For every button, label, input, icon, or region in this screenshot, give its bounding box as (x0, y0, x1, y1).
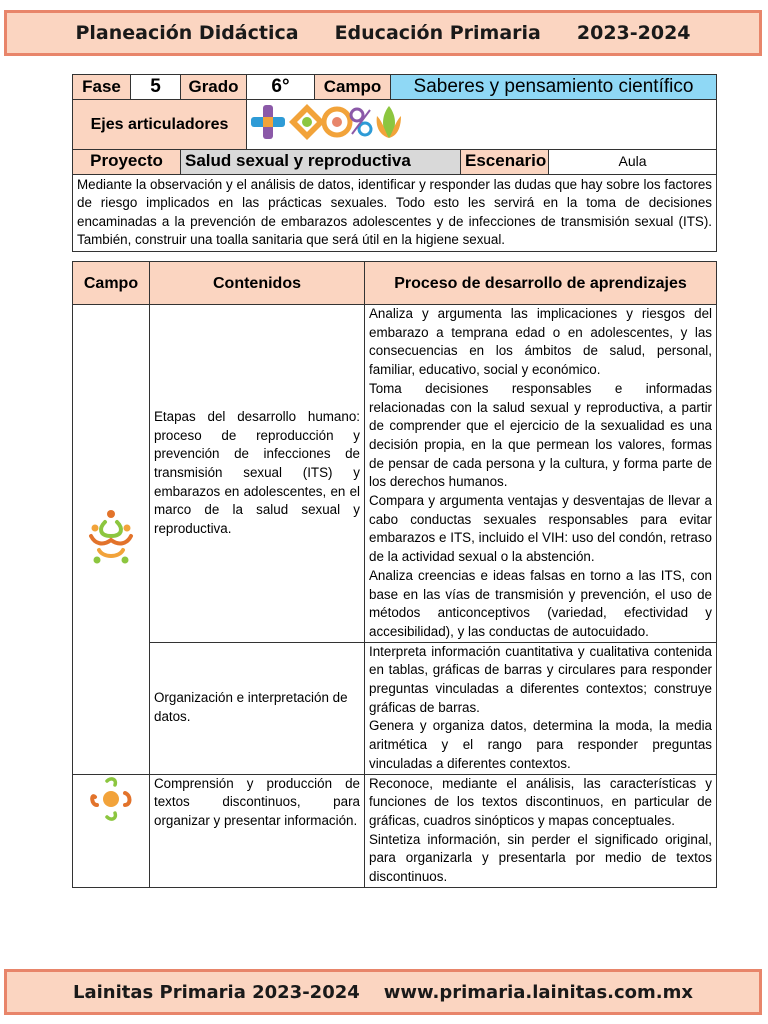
fase-label: Fase (73, 75, 131, 100)
igualdad-genero-icon (351, 109, 371, 135)
header-banner (4, 10, 762, 56)
proceso-cell (365, 305, 717, 643)
proceso-item: Interpreta información cuantitativa y cualitativa contenida en tablas, gráficas de barras y circulares para responder preguntas vinculadas a diferentes contextos; construye gráficas de barras. (369, 643, 712, 715)
grado-label: Grado (181, 75, 247, 100)
lenguajes-campo-icon (85, 775, 137, 825)
proceso-item: Compara y argumenta ventajas y desventajas de llevar a cabo conductas sexuales responsables para evitar embarazos e ITS, incluido el VIH: uso del condón, retraso de la actividad sexual o la abstención. (369, 493, 712, 565)
proyecto-label: Proyecto (73, 149, 181, 174)
proceso-item: Analiza y argumenta las implicaciones y riesgos del embarazo a temprana edad o en adolescentes, y las consecuencias en los ámbitos de salud, personal, familiar, educativo, social y económico. (369, 306, 712, 378)
footer-brand: Lainitas Primaria 2023-2024 (73, 981, 360, 1003)
contenido-cell: Etapas del desarrollo humano: proceso de reproducción y prevención de infecciones de transmisión sexual (ITS) y embarazos en adolescentes, en el marco de la salud sexual y reproductiva. (150, 305, 365, 643)
header-campo: Campo (73, 262, 150, 305)
proyecto-value: Salud sexual y reproductiva (181, 149, 461, 174)
grado-value: 6° (247, 75, 315, 100)
saberes-campo-icon (85, 506, 137, 566)
project-description: Mediante la observación y el análisis de datos, identificar y responder las dudas que hay sobre los factores de riesgo implicados en las prácticas sexuales. Todo esto les servirá en la toma de decisiones encaminadas a la prevención de embarazos adolescentes y de infecciones de transmisión sexual (ITS). También, construir una toalla sanitaria que será útil en la higiene sexual. (73, 174, 717, 251)
header-proceso: Proceso de desarrollo de aprendizajes (365, 262, 717, 305)
learning-table (72, 261, 717, 888)
header-year: 2023-2024 (576, 22, 691, 44)
proceso-item: Sintetiza información, sin perder el significado original, para organizarla y presentarla por medio de textos discontinuos. (369, 831, 712, 885)
escenario-label: Escenario (461, 149, 549, 174)
campo-icon-cell (73, 774, 150, 887)
interculturalidad-icon (324, 109, 350, 135)
ejes-icons (247, 100, 717, 150)
proceso-item: Genera y organiza datos, determina la moda, la media aritmética y el rango para responder preguntas vinculadas a diferentes contextos. (369, 718, 712, 771)
campo-label: Campo (315, 75, 391, 100)
table-row (73, 642, 717, 774)
campo-value: Saberes y pensamiento científico (391, 75, 717, 100)
header-title: Planeación Didáctica (75, 22, 299, 44)
campo-icon-cell (73, 305, 150, 775)
table-row (73, 774, 717, 887)
ejes-label: Ejes articuladores (73, 100, 247, 150)
proceso-item: Toma decisiones responsables e informadas relacionadas con la salud sexual y reproductiva, a partir de comprender que el ejercicio de la sexualidad es una decisión propia, en la que permean los valores, formas de pensar de cada persona y la cultura, y forma parte de los derechos humanos. (369, 380, 712, 490)
vida-saludable-icon (377, 106, 401, 138)
footer-banner (4, 969, 762, 1015)
info-table (72, 74, 717, 252)
ejes-articuladores-icons (251, 102, 401, 142)
pensamiento-critico-icon (289, 104, 325, 140)
proceso-item: Analiza creencias e ideas falsas en torno a las ITS, con base en las vías de transmisión y prevención, el uso de métodos anticonceptivos (variedad, efectividad y accesibilidad), y las conductas de autocuidado. (369, 567, 712, 639)
contenido-cell: Comprensión y producción de textos discontinuos, para organizar y presentar información. (150, 774, 365, 887)
proceso-cell (365, 774, 717, 887)
header-level: Educación Primaria (334, 22, 541, 44)
fase-value: 5 (131, 75, 181, 100)
contenido-cell: Organización e interpretación de datos. (150, 642, 365, 774)
proceso-item: Reconoce, mediante el análisis, las características y funciones de los textos discontinuos, en particular de gráficas, cuadros sinópticos y mapas conceptuales. (369, 775, 712, 828)
proceso-cell (365, 642, 717, 774)
escenario-value: Aula (549, 149, 717, 174)
header-contenidos: Contenidos (150, 262, 365, 305)
footer-url[interactable]: www.primaria.lainitas.com.mx (383, 981, 693, 1003)
inclusion-icon (251, 105, 285, 139)
table-row (73, 305, 717, 643)
